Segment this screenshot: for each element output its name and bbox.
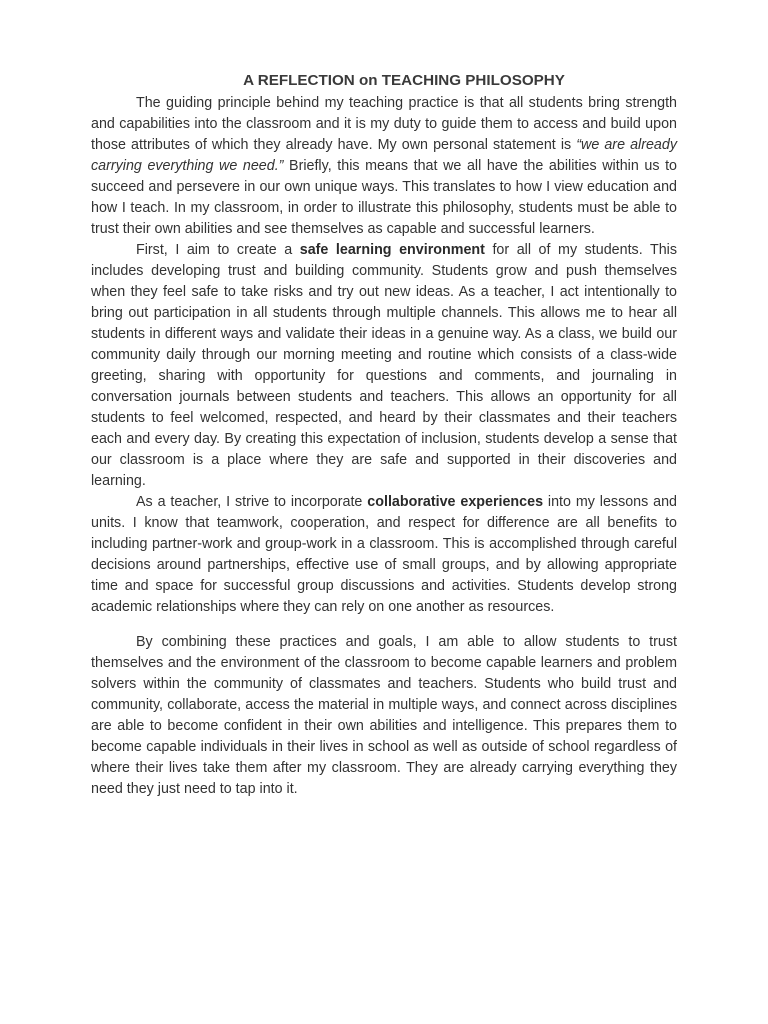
emphasis-safe-learning-environment: safe learning environment	[299, 242, 485, 258]
paragraph-text: Briefly, this means that we all have the abilities within us to succeed and persevere in our own unique ways. This translates to how I view education and how I teach. In my classroom, in order to illustrate this philosophy, students must be able to trust their own abilities and see themselves as capable and successful learners.	[91, 158, 677, 237]
paragraph-guiding-principle	[91, 93, 677, 240]
paragraph-conclusion: By combining these practices and goals, I am able to allow students to trust themselves and the environment of the classroom to become capable learners and problem solvers within the community of classmates and teachers. Students who build trust and community, collaborate, access the material in multiple ways, and connect across disciplines are able to become confident in their own abilities and intelligence. This prepares them to become capable individuals in their lives in school as well as outside of school regardless of where their lives take them after my classroom. They are already carrying everything they need they just need to tap into it.	[91, 634, 677, 797]
emphasis-collaborative-experiences: collaborative experiences	[367, 494, 544, 510]
paragraph-text: First, I aim to create a	[136, 242, 300, 258]
paragraph-collaborative	[91, 492, 677, 618]
paragraph-text: The guiding principle behind my teaching practice is that all students bring strength and capabilities into the classroom and it is my duty to guide them to access and build upon those attributes of which they already have. My own personal statement is	[91, 95, 677, 153]
paragraph-text: As a teacher, I strive to incorporate	[136, 494, 368, 510]
paragraph-text: into my lessons and units. I know that teamwork, cooperation, and respect for difference are all benefits to including partner-work and group-work in a classroom. This is accomplished through careful decisions around partnerships, effective use of small groups, and by allowing appropriate time and space for successful group discussions and activities. Students develop strong academic relationships where they can rely on one another as resources.	[91, 494, 678, 615]
personal-statement-quote: “we are already carrying everything we need.”	[91, 137, 677, 174]
paragraph-text: for all of my students. This includes developing trust and building community. Students grow and push themselves when they feel safe to take risks and try out new ideas. As a teacher, I act intentionally to bring out participation in all students through multiple channels. This allows me to hear all students in different ways and validate their ideas in a genuine way. As a class, we build our community daily through our morning meeting and routine which consists of a class-wide greeting, sharing with opportunity for questions and comments, and journaling in conversation journals between students and teachers. This allows an opportunity for all students to feel welcomed, respected, and heard by their classmates and their teachers each and every day. By creating this expectation of inclusion, students develop a sense that our classroom is a place where they are safe and supported in their discoveries and learning.	[91, 242, 677, 489]
document-body	[91, 70, 677, 800]
document-title: A REFLECTION on TEACHING PHILOSOPHY	[243, 72, 565, 89]
paragraph-safe-environment	[91, 240, 677, 492]
